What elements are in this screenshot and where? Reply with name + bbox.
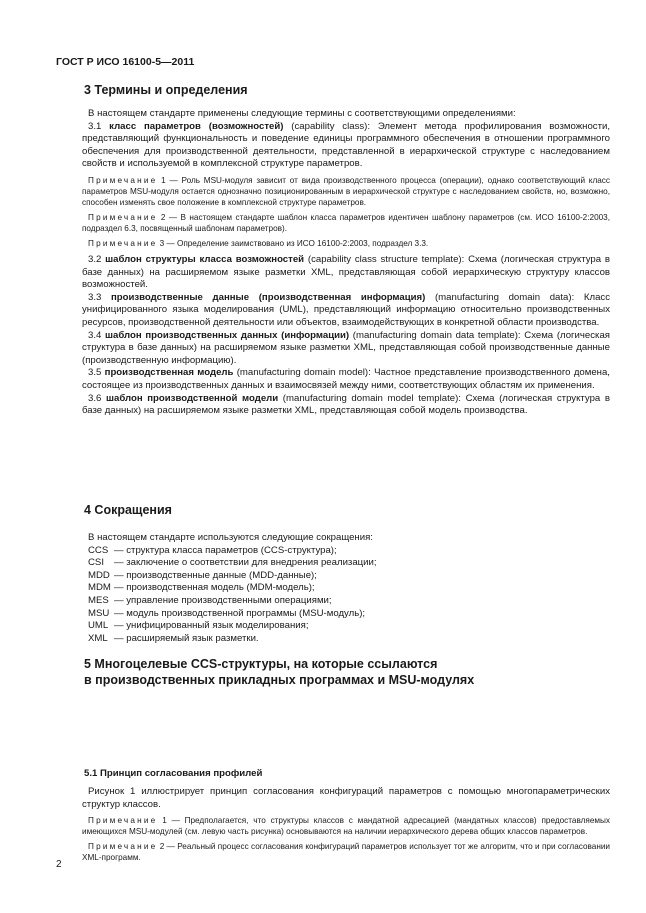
section-5-1-paragraph: Рисунок 1 иллюстрирует принцип согласования конфигураций параметров с помощью многопараметрических структур классов. [82,786,610,810]
term-3-1: 3.1 класс параметров (возможностей) (capability class): Элемент метода профилирования возможности, представляющий функциональность и поведение единицы программного обеспечения в отношении программного обеспечения для производственной деятельности, представленной в иерархической структуре с наследованием свойств и используемой в комплексной структуре параметров. [82,120,610,170]
note-5-1: Примечание 1 — Предполагается, что структуры классов с мандатной адресацией (мандатных классов) предоставляемых имеющихся MSU-модулей (см. левую часть рисунка) основываются на наличии иерархического дерева общих классов параметров. [82,816,610,837]
abbreviation-item: MES — управление производственными операциями; [88,594,332,606]
note-3-3: Примечание 3 — Определение заимствовано из ИСО 16100-2:2003, подраздел 3.3. [88,238,429,248]
note-3-2: Примечание 2 — В настоящем стандарте шаблон класса параметров идентичен шаблону параметров (см. ИСО 16100-2:2003, подраздел 6.3, посвященный шаблонам параметров). [82,212,610,233]
page-number: 2 [56,859,62,870]
section-5-heading-line-1: 5 Многоцелевые CCS-структуры, на которые ссылаются [84,657,438,671]
section-3-heading: 3 Термины и определения [84,83,248,97]
abbreviation-item: CCS — структура класса параметров (CCS-структура); [88,544,337,556]
subsection-5-1-heading: 5.1 Принцип согласования профилей [84,768,263,779]
term-3-6: 3.6 шаблон производственной модели (manufacturing domain model template): Схема (логическая структура в базе данных) на расширяемом языке разметки XML, представляющая собой модель производства. [82,392,610,417]
abbreviation-item: XML — расширяемый язык разметки. [88,632,259,644]
section-4-body [88,532,610,645]
abbreviation-list [88,545,610,646]
section-3-body [82,108,610,418]
section-5-body [82,786,610,863]
abbreviation-item: UML — унифицированный язык моделирования; [88,620,309,632]
term-3-2: 3.2 шаблон структуры класса возможностей (capability class structure template): Схема (логическая структура в базе данных) на расширяемом языке разметки XML, представляющая собой иерархическую структуру классов возможностей. [82,253,610,291]
term-3-3: 3.3 производственные данные (производственная информация) (manufacturing domain data): Класс унифицированного языка моделирования (UML), представляющий информацию относительно производственных ресурсов, производственной деятельности или объектов, взаимодействующих в конкретной области производства. [82,291,610,328]
document-header: ГОСТ Р ИСО 16100-5—2011 [56,56,195,68]
note-3-1: Примечание 1 — Роль MSU-модуля зависит от вида производственного процесса (операции), однако соответствующий класс параметров MSU-модуля остается однозначно позиционированным в иерархической структуре с наследованием свойств, но, возможно, способен изменять свое положение в комплексной структуре параметров. [82,175,610,207]
section-3-intro: В настоящем стандарте применены следующие термины с соответствующими определениями: [88,108,516,119]
abbreviation-item: CSI — заключение о соответствии для внедрения реализации; [88,557,377,569]
abbreviation-item: MDM — производственная модель (MDM-модель); [88,582,315,594]
section-4-intro: В настоящем стандарте используются следующие сокращения: [88,532,373,543]
section-4-heading: 4 Сокращения [84,503,172,517]
abbreviation-item: MSU — модуль производственной программы (MSU-модуль); [88,607,366,619]
term-3-5: 3.5 производственная модель (manufacturing domain model): Частное представление производственного домена, состоящее из производственных данных и взаимосвязей между ними, соответствующих областям их применения. [82,367,610,391]
note-5-2: Примечание 2 — Реальный процесс согласования конфигураций параметров использует тот же алгоритм, что и при согласовании XML-программ. [82,842,610,863]
term-3-4: 3.4 шаблон производственных данных (информации) (manufacturing domain data template): Схема (логическая структура в базе данных) на расширяемом языке разметки XML, представляющая собой производственные данные (производственную информацию). [82,329,610,366]
section-5-heading [84,656,474,688]
section-5-heading-line-2: в производственных прикладных программах и MSU-модулях [84,673,475,687]
abbreviation-item: MDD — производственные данные (MDD-данные); [88,569,317,581]
